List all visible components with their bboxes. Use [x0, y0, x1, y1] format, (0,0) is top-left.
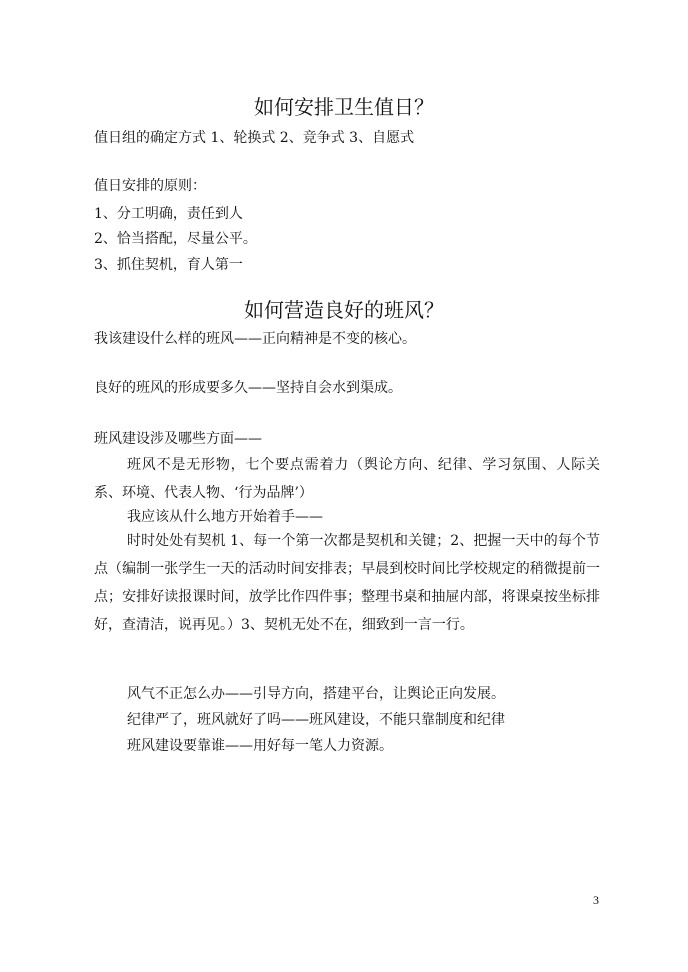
section-title-class-spirit: 如何营造良好的班风？	[244, 298, 444, 322]
class-spirit-question: 良好的班风的形成要多久——坚持自会水到渠成。	[94, 380, 402, 396]
section-title-duty: 如何安排卫生值日？	[254, 95, 434, 119]
class-spirit-paragraph: 时时处处有契机 1、每一个第一次都是契机和关键；2、把握一天中的每个节点（编制一张学生一天的活动时间安排表；早晨到校时间比学校规定的稍微提前一点；安排好读报课时间，放学比作四件事；整理书桌和抽屉内部，将课桌按坐标排好，查清洁，说再见。）3、契机无处不在，细致到一言一行。	[94, 533, 600, 633]
class-spirit-question: 班风建设涉及哪些方面——	[94, 431, 262, 447]
duty-principle-item: 3、抓住契机，育人第一	[94, 257, 243, 273]
class-spirit-question: 班风建设要靠谁——用好每一笔人力资源。	[127, 738, 393, 754]
class-spirit-paragraph: 班风不是无形物，七个要点需着力（舆论方向、纪律、学习氛围、人际关系、环境、代表人物、‘行为品牌’）	[94, 457, 600, 501]
duty-principles-heading: 值日安排的原则：	[94, 178, 206, 194]
duty-principle-item: 1、分工明确，责任到人	[94, 206, 243, 222]
class-spirit-question: 我应该从什么地方开始着手——	[127, 509, 323, 525]
class-spirit-question: 我该建设什么样的班风——正向精神是不变的核心。	[94, 331, 416, 347]
page-number: 3	[593, 893, 599, 907]
duty-principle-item: 2、恰当搭配，尽量公平。	[94, 231, 257, 247]
duty-methods-line: 值日组的确定方式 1、轮换式 2、竞争式 3、自愿式	[94, 130, 415, 146]
class-spirit-question: 风气不正怎么办——引导方向，搭建平台，让舆论正向发展。	[127, 686, 505, 702]
class-spirit-question: 纪律严了，班风就好了吗——班风建设，不能只靠制度和纪律	[127, 712, 505, 728]
